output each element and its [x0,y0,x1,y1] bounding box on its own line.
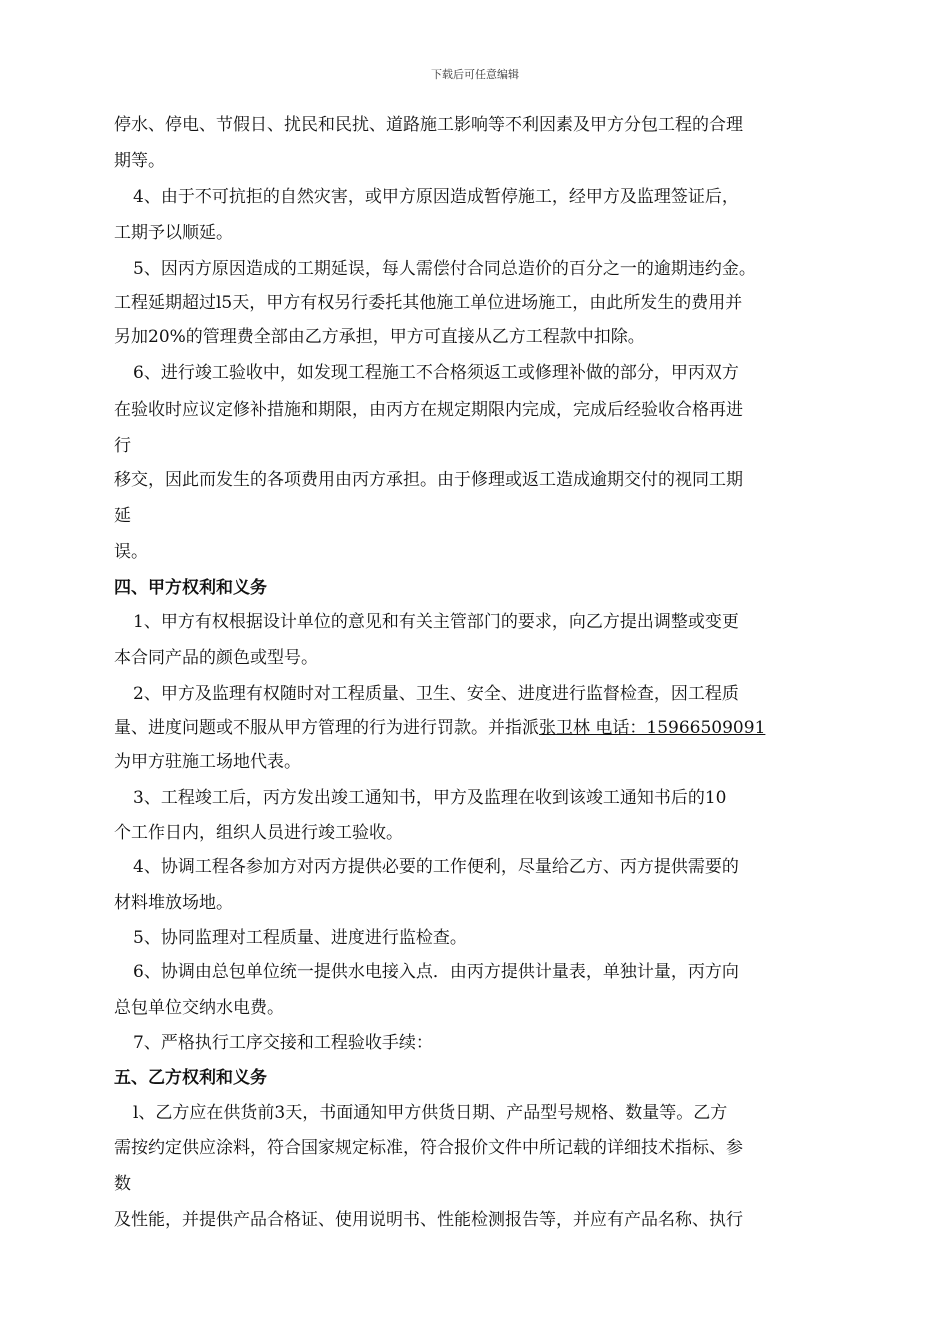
line-text: 五、乙方权利和义务 [114,1068,267,1088]
text-line [114,400,743,420]
line-text: 5、协同监理对工程质量、进度进行监检查。 [133,928,467,948]
text-line [114,1174,131,1194]
line-text: 另加20%的管理费全部由乙方承担，甲方可直接从乙方工程款中扣除。 [114,327,645,347]
line-text: 及性能，并提供产品合格证、使用说明书、性能检测报告等，并应有产品名称、执行 [114,1210,743,1230]
text-line [114,115,743,135]
line-text: 6、协调由总包单位统一提供水电接入点．由丙方提供计量表，单独计量，丙方向 [133,962,739,982]
line-text: 6、进行竣工验收中，如发现工程施工不合格须返工或修理补做的部分，甲丙双方 [133,363,739,383]
line-text: l、乙方应在供货前3天，书面通知甲方供货日期、产品型号规格、数量等。乙方 [133,1103,728,1123]
text-line [114,718,765,738]
section-heading [114,578,267,598]
line-text: 3、工程竣工后，丙方发出竣工通知书，甲方及监理在收到该竣工通知书后的10 [133,788,727,808]
text-line [114,542,148,562]
page-header: 下载后可任意编辑 [431,68,519,81]
line-text: 为甲方驻施工场地代表。 [114,752,301,772]
line-text: 个工作日内，组织人员进行竣工验收。 [114,823,403,843]
line-text: 2、甲方及监理有权随时对工程质量、卫生、安全、进度进行监督检查，因工程质 [133,684,739,704]
line-text: 7、严格执行工序交接和工程验收手续： [133,1033,433,1053]
text-line [133,1033,433,1053]
text-line [133,788,726,808]
text-line [114,506,131,526]
text-line [114,823,403,843]
line-text: 量、进度问题或不服从甲方管理的行为进行罚款。并指派 [114,718,539,738]
line-text: 工程延期超过l5天，甲方有权另行委托其他施工单位进场施工，由此所发生的费用并 [114,293,743,313]
line-text: 1、甲方有权根据设计单位的意见和有关主管部门的要求，向乙方提出调整或变更 [133,612,739,632]
line-text: 数 [114,1174,131,1194]
line-text: 期等。 [114,151,165,171]
text-line [114,998,284,1018]
line-text: 工期予以顺延。 [114,223,233,243]
line-text: 四、甲方权利和义务 [114,578,267,598]
text-line [114,1210,743,1230]
representative-contact: 张卫林 电话：15966509091 [539,718,766,738]
line-text: 总包单位交纳水电费。 [114,998,284,1018]
line-text: 移交，因此而发生的各项费用由丙方承担。由于修理或返工造成逾期交付的视同工期 [114,470,743,490]
line-text: 4、协调工程各参加方对丙方提供必要的工作便利，尽量给乙方、丙方提供需要的 [133,857,739,877]
line-text: 停水、停电、节假日、扰民和民扰、道路施工影响等不利因素及甲方分包工程的合理 [114,115,743,135]
line-text: 在验收时应议定修补措施和期限，由丙方在规定期限内完成，完成后经验收合格再进 [114,400,743,420]
text-line [114,1138,743,1158]
line-text: 需按约定供应涂料，符合国家规定标准，符合报价文件中所记载的详细技术指标、参 [114,1138,743,1158]
text-line [114,752,301,772]
text-line [114,151,165,171]
text-line [133,962,739,982]
text-line [114,223,233,243]
text-line [133,187,739,207]
text-line [133,928,467,948]
line-text: 本合同产品的颜色或型号。 [114,648,318,668]
text-line [133,1103,727,1123]
text-line [133,259,756,279]
text-line [114,327,645,347]
text-line [133,363,739,383]
text-line [133,684,739,704]
text-line [114,293,742,313]
line-text: 行 [114,436,131,456]
text-line [133,857,739,877]
text-line [114,893,233,913]
section-heading [114,1068,267,1088]
text-line [114,436,131,456]
line-text: 误。 [114,542,148,562]
text-line [114,470,743,490]
line-text: 材料堆放场地。 [114,893,233,913]
text-line [133,612,739,632]
line-text: 延 [114,506,131,526]
line-text: 4、由于不可抗拒的自然灾害，或甲方原因造成暂停施工，经甲方及监理签证后， [133,187,739,207]
text-line [114,648,318,668]
line-text: 5、因丙方原因造成的工期延误，每人需偿付合同总造价的百分之一的逾期违约金。 [133,259,756,279]
